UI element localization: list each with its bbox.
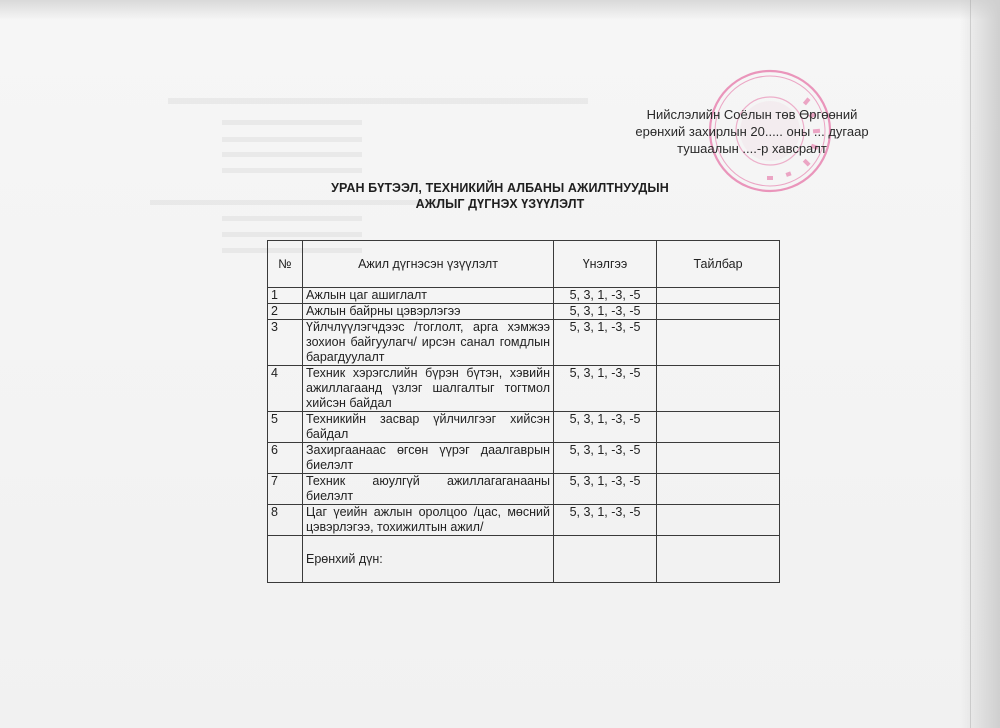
header-note: Тайлбар (657, 241, 780, 288)
row-indicator: Ажлын цаг ашиглалт (303, 288, 554, 304)
show-through-mark (168, 98, 588, 104)
row-indicator: Техник аюулгүй ажиллагаганааны биелэлт (303, 474, 554, 505)
annex-line-2: ерөнхий захирлын 20..... оны ... дугаар (635, 124, 869, 139)
table-header-row (268, 241, 780, 288)
total-label: Ерөнхий дүн: (303, 536, 554, 583)
show-through-mark (222, 168, 362, 173)
show-through-mark (222, 120, 362, 125)
total-score-cell (554, 536, 657, 583)
row-number: 7 (268, 474, 303, 505)
row-score: 5, 3, 1, -3, -5 (554, 474, 657, 505)
show-through-mark (222, 216, 362, 221)
row-indicator: Техник хэрэгслийн бүрэн бүтэн, хэвийн ажиллагаанд үзлэг шалгалтыг тогтмол хийсэн байдал (303, 366, 554, 412)
show-through-mark (222, 137, 362, 142)
table-row (268, 320, 780, 366)
annex-reference (602, 106, 902, 157)
row-indicator: Техникийн засвар үйлчилгээг хийсэн байдал (303, 412, 554, 443)
row-note (657, 474, 780, 505)
show-through-mark (222, 232, 362, 237)
header-number: № (268, 241, 303, 288)
show-through-mark (222, 152, 362, 157)
table-row (268, 304, 780, 320)
row-note (657, 443, 780, 474)
row-score: 5, 3, 1, -3, -5 (554, 443, 657, 474)
scan-shadow-top (0, 0, 1000, 20)
table-row (268, 443, 780, 474)
table-row (268, 412, 780, 443)
row-note (657, 320, 780, 366)
row-number: 2 (268, 304, 303, 320)
total-number-cell (268, 536, 303, 583)
row-note (657, 412, 780, 443)
row-note (657, 505, 780, 536)
row-score: 5, 3, 1, -3, -5 (554, 412, 657, 443)
row-number: 1 (268, 288, 303, 304)
table-row (268, 505, 780, 536)
row-note (657, 304, 780, 320)
document-title-line-1: УРАН БҮТЭЭЛ, ТЕХНИКИЙН АЛБАНЫ АЖИЛТНУУДЫН (331, 181, 669, 195)
row-indicator: Ажлын байрны цэвэрлэгээ (303, 304, 554, 320)
row-indicator: Захиргаанаас өгсөн үүрэг даалгаврын биелэлт (303, 443, 554, 474)
annex-line-3: тушаалын ....-р хавсралт (677, 141, 827, 156)
row-indicator: Цаг үеийн ажлын оролцоо /цас, мөсний цэвэрлэгээ, тохижилтын ажил/ (303, 505, 554, 536)
row-number: 6 (268, 443, 303, 474)
row-score: 5, 3, 1, -3, -5 (554, 288, 657, 304)
annex-line-1: Нийслэлийн Соёлын төв Өргөөний (646, 107, 858, 122)
row-number: 3 (268, 320, 303, 366)
document-title (290, 180, 710, 212)
document-title-line-2: АЖЛЫГ ДҮГНЭХ ҮЗҮҮЛЭЛТ (415, 197, 585, 211)
header-indicator: Ажил дүгнэсэн үзүүлэлт (303, 241, 554, 288)
row-note (657, 366, 780, 412)
row-score: 5, 3, 1, -3, -5 (554, 505, 657, 536)
table-row (268, 366, 780, 412)
row-number: 5 (268, 412, 303, 443)
row-number: 8 (268, 505, 303, 536)
table-row (268, 288, 780, 304)
evaluation-table (267, 240, 780, 583)
header-score: Үнэлгээ (554, 241, 657, 288)
row-number: 4 (268, 366, 303, 412)
page-fold-line (970, 0, 971, 728)
row-score: 5, 3, 1, -3, -5 (554, 366, 657, 412)
row-score: 5, 3, 1, -3, -5 (554, 304, 657, 320)
total-note-cell (657, 536, 780, 583)
row-note (657, 288, 780, 304)
table-row (268, 474, 780, 505)
row-score: 5, 3, 1, -3, -5 (554, 320, 657, 366)
scan-shadow-right (960, 0, 1000, 728)
row-indicator: Үйлчлүүлэгчдээс /тоглолт, арга хэмжээ зохион байгуулагч/ ирсэн санал гомдлын барагдуулалт (303, 320, 554, 366)
table-total-row (268, 536, 780, 583)
